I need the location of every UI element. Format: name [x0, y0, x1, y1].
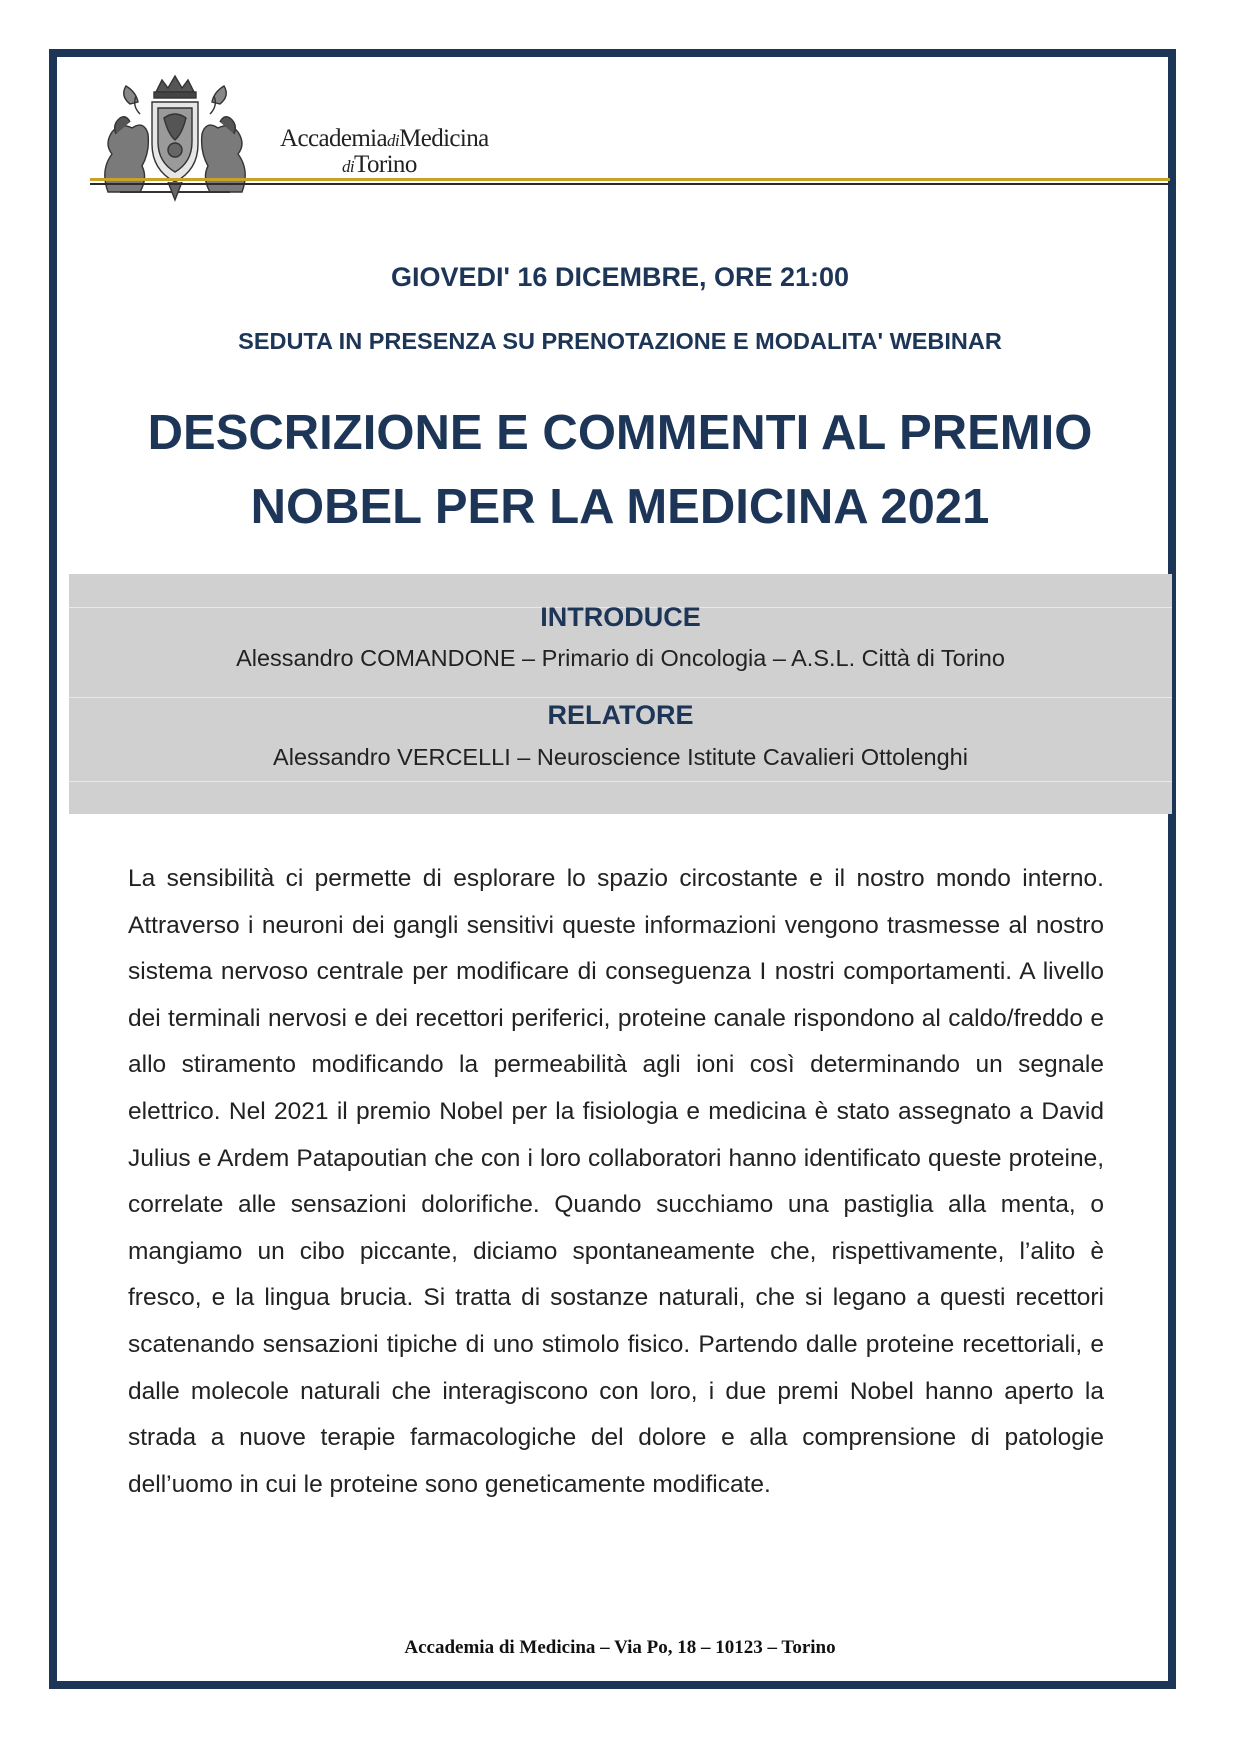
abstract-paragraph: La sensibilità ci permette di esplorare lo spazio circostante e il nostro mondo interno. Attraverso i neuroni dei gangli sensitivi queste informazioni vengono trasmesse al nostro sistema nervoso centrale per modificare di conseguenza I nostri comportamenti. A livello dei terminali nervosi e dei recettori periferici, proteine canale rispondono al caldo/freddo e allo stiramento modificando la permeabilità agli ioni così determinando un segnale elettrico. Nel 2021 il premio Nobel per la fisiologia e medicina è stato assegnato a David Julius e Ardem Patapoutian che con i loro collaboratori hanno identificato queste proteine, correlate alle sensazioni dolorifiche. Quando succhiamo una pastiglia alla menta, o mangiamo un cibo piccante, diciamo spontaneamente che, rispettivamente, l’alito è fresco, e la lingua brucia. Si tratta di sostanze naturali, che si legano a questi recettori scatenando sensazioni tipiche di uno stimolo fisico. Partendo dalle proteine recettoriali, e dalle molecole naturali che interagiscono con loro, i due premi Nobel hanno aperto la strada a nuove terapie farmacologiche del dolore e alla comprensione di patologie dell’uomo in cui le proteine sono geneticamente modificate.	[128, 865, 1104, 1498]
event-title-line2: NOBEL PER LA MEDICINA 2021	[250, 480, 990, 534]
event-title	[0, 396, 1240, 544]
letterhead-gold-rule	[90, 178, 1170, 181]
relatore-label: RELATORE	[547, 700, 694, 730]
speakers-box	[69, 574, 1172, 814]
letterhead	[90, 72, 1170, 202]
academy-name-line1: AccademiadiMedicina	[280, 125, 489, 152]
event-date: GIOVEDI' 16 DICEMBRE, ORE 21:00	[390, 262, 850, 292]
relatore-person: Alessandro VERCELLI – Neuroscience Istitute Cavalieri Ottolenghi	[273, 744, 968, 770]
event-title-line1: DESCRIZIONE E COMMENTI AL PREMIO	[147, 406, 1093, 460]
letterhead-dark-rule	[90, 183, 1170, 185]
introduce-label: INTRODUCE	[540, 602, 701, 632]
event-mode: SEDUTA IN PRESENZA SU PRENOTAZIONE E MODALITA' WEBINAR	[238, 328, 1002, 354]
speakers-box-divider	[69, 697, 1172, 698]
footer-address: Accademia di Medicina – Via Po, 18 – 10123 – Torino	[404, 1637, 836, 1658]
speakers-box-divider	[69, 781, 1172, 782]
introduce-person: Alessandro COMANDONE – Primario di Oncologia – A.S.L. Città di Torino	[236, 645, 1005, 671]
academy-name-line2: diTorino	[342, 151, 417, 178]
